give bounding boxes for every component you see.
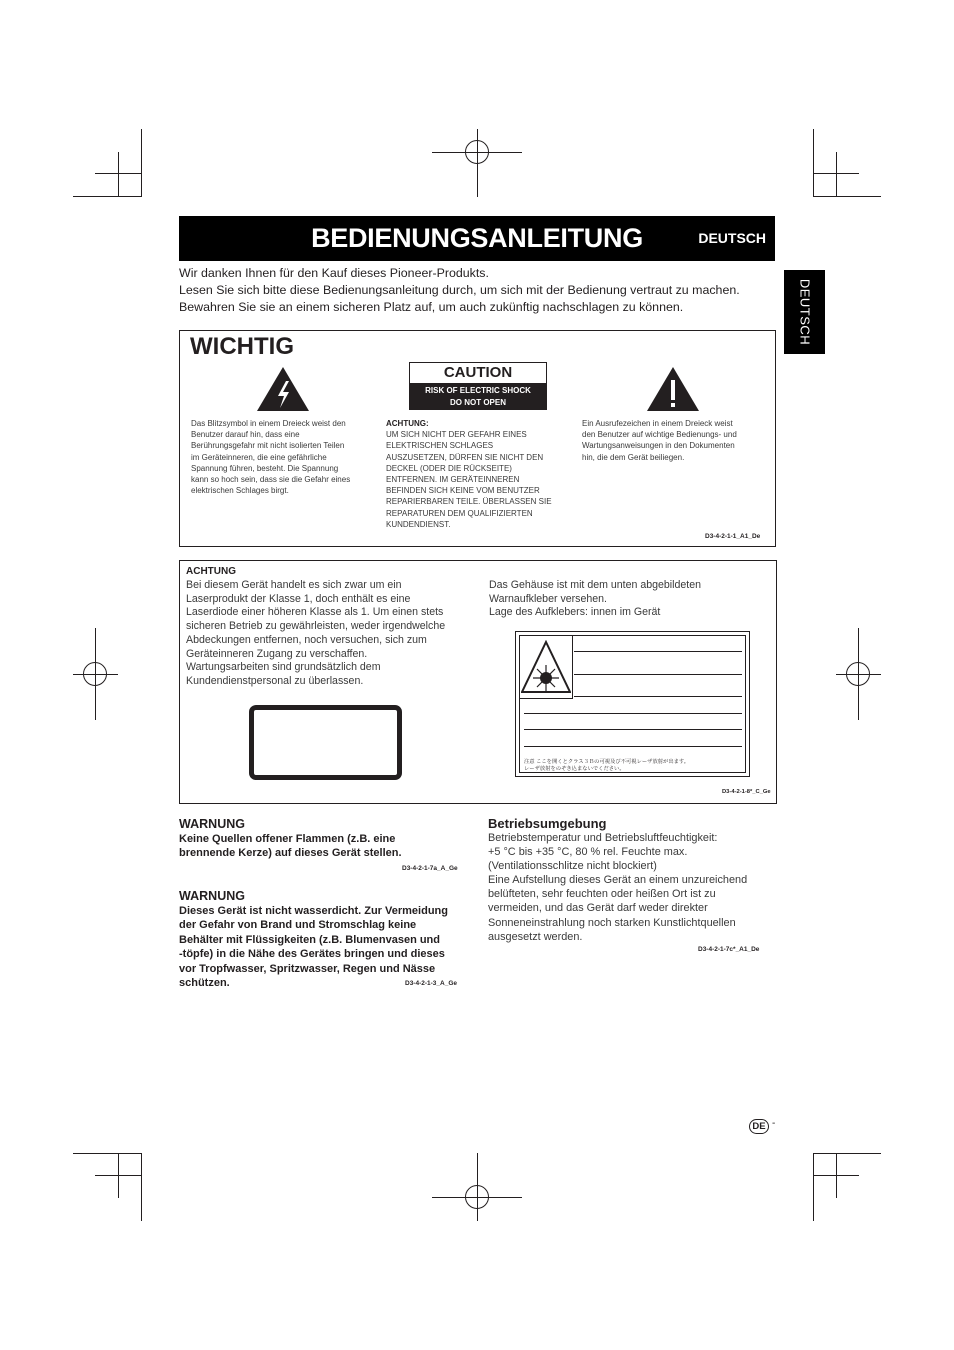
warning-1-text: Keine Quellen offener Flammen (z.B. eine brennende Kerze) auf dieses Gerät stellen. xyxy=(179,833,402,860)
sticker-note: 注意 ここを開くとクラス３Ｂの可視及び不可視レーザ放射が出ます。 レーザ放射をのぞき込まないでください。 xyxy=(524,759,690,772)
laser-right-text: Das Gehäuse ist mit dem unten abgebildeten Warnaufkleber versehen. Lage des Aufklebers: innen im Gerät xyxy=(489,579,702,619)
caution-subtitle: RISK OF ELECTRIC SHOCK DO NOT OPEN xyxy=(409,384,547,410)
warning-2-text: Dieses Gerät ist nicht wasserdicht. Zur Vermeidung der Gefahr von Brand und Stromschlag keine Behälter mit Flüssigkeiten (z.B. Blumenvasen und -töpfe) in die Nähe des Gerätes bringen und dieses vor Tropfwasser, Spritzwasser, Regen und Nässe schützen. xyxy=(179,905,448,990)
environment-heading: Betriebsumgebung xyxy=(488,816,607,831)
title-bar xyxy=(179,216,775,261)
warning-2-heading: WARNUNG xyxy=(179,889,245,903)
class1-laser-label xyxy=(249,705,402,780)
lightning-warning-icon xyxy=(256,366,310,412)
exclamation-warning-icon xyxy=(646,366,700,412)
title-language: DEUTSCH xyxy=(698,230,766,246)
language-badge: DE xyxy=(749,1119,769,1134)
side-tab-label: DEUTSCH xyxy=(797,278,812,346)
language-side-tab xyxy=(784,270,825,354)
laser-code: D3-4-2-1-8*_C_Ge xyxy=(722,789,771,795)
laser-title: ACHTUNG xyxy=(186,566,236,577)
important-code: D3-4-2-1-1_A1_De xyxy=(705,533,761,540)
intro-line-3: Bewahren Sie sie an einem sicheren Platz auf, um auch zukünftig nachschlagen zu können. xyxy=(179,300,684,314)
important-heading: WICHTIG xyxy=(190,333,294,360)
page-suffix: - xyxy=(772,1118,776,1129)
caution-title: CAUTION xyxy=(409,362,547,384)
laser-left-text: Bei diesem Gerät handelt es sich zwar um ein Laserprodukt der Klasse 1, doch enthält es eine Laserdiode einer höheren Klasse als 1. Um einen stets sicheren Betrieb zu gewährleisten, weder irgendwelche Abdeckungen entfernen, noch versuchen, sich zum Geräteinneren Zugang zu verschaffen. Wartungsarbeiten sind grundsätzlich dem Kundendienstpersonal zu überlassen. xyxy=(186,579,446,687)
intro-line-1: Wir danken Ihnen für den Kauf dieses Pioneer-Produkts. xyxy=(179,266,489,280)
warning-1-heading: WARNUNG xyxy=(179,817,245,831)
laser-hazard-icon xyxy=(521,640,571,694)
lightning-explanation: Das Blitzsymbol in einem Dreieck weist den Benutzer darauf hin, dass eine Berührungsgefahr mit nicht isolierten Teilen im Geräteinneren, die eine gefährliche Spannung führen, besteht. Die Spannung kann so hoch sein, dass sie die Gefahr eines elektrischen Schlages birgt. xyxy=(191,419,351,496)
page-title: BEDIENUNGSANLEITUNG xyxy=(311,223,643,253)
caution-label xyxy=(409,362,547,410)
environment-code: D3-4-2-1-7c*_A1_De xyxy=(698,946,760,953)
exclamation-explanation: Ein Ausrufezeichen in einem Dreieck weist den Benutzer auf wichtige Bedienungs- und Wartungsanweisungen in den Dokumenten hin, die dem Gerät beiliegen. xyxy=(582,419,737,462)
warning-sticker xyxy=(515,631,750,777)
environment-text: Betriebstemperatur und Betriebsluftfeuchtigkeit: +5 °C bis +35 °C, 80 % rel. Feuchte max. (Ventilationsschlitze nicht blockiert) Eine Aufstellung dieses Gerät an einem unzureichend belüfteten, sehr feuchten oder heißen Ort ist zu vermeiden, und das Gerät darf weder direkter Sonneneinstrahlung noch starken Kunstlichtquellen ausgesetzt werden. xyxy=(488,832,748,943)
achtung-text: ACHTUNG: UM SICH NICHT DER GEFAHR EINES ELEKTRISCHEN SCHLAGES AUSZUSETZEN, DÜRFEN SIE NICHT DEN DECKEL (ODER DIE RÜCKSEITE) ENTFERNEN. IM GERÄTEINNEREN BEFINDEN SICH KEINE VOM BENUTZER REPARIERBAREN TEILE. ÜBERLASSEN SIE REPARATUREN DEM QUALIFIZIERTEN KUNDENDIENST. xyxy=(386,419,552,529)
warning-1-code: D3-4-2-1-7a_A_Ge xyxy=(402,865,458,872)
warning-2-code: D3-4-2-1-3_A_Ge xyxy=(405,980,458,987)
intro-line-2: Lesen Sie sich bitte diese Bedienungsanleitung durch, um sich mit der Bedienung vertraut zu machen. xyxy=(179,283,740,297)
